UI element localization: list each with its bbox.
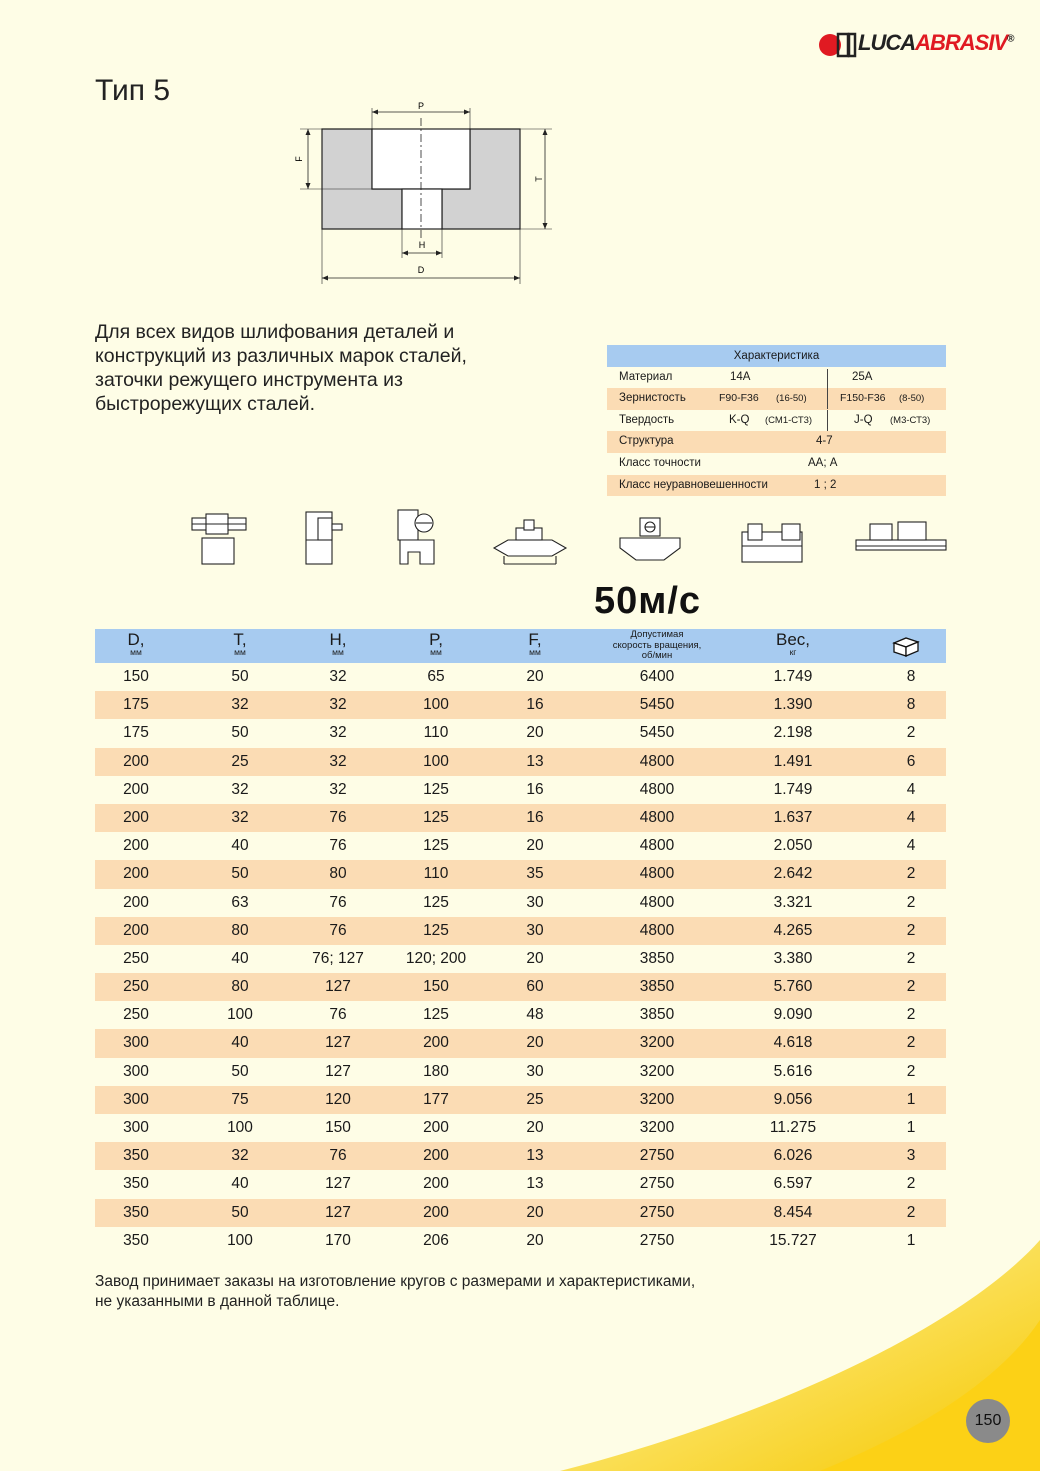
- col-speed-cell: 4800: [639, 837, 675, 855]
- col-h-cell: 32: [329, 780, 347, 798]
- col-f-cell: 16: [526, 696, 544, 714]
- col-t-cell: 63: [231, 893, 249, 911]
- col-speed-cell: 6400: [639, 668, 675, 685]
- table-row: [95, 776, 946, 804]
- hardness-a-sub: (СМ1-СТ3): [765, 414, 813, 426]
- col-weight-cell: 1.491: [773, 752, 813, 770]
- col-speed-cell: 3850: [639, 949, 675, 967]
- col-speed-cell: 4800: [639, 808, 675, 826]
- material-a: 14A: [730, 370, 751, 383]
- col-d-cell: 300: [123, 1090, 149, 1108]
- col-h-cell: 127: [325, 1062, 351, 1080]
- col-pack-cell: 8: [906, 696, 916, 714]
- col-speed-cell: 3200: [639, 1062, 675, 1080]
- col-p-cell: 206: [423, 1231, 449, 1249]
- table-row: [95, 860, 946, 888]
- col-t-cell: 50: [231, 865, 249, 883]
- col-h-cell: 32: [329, 752, 347, 770]
- box-icon: [892, 634, 920, 658]
- col-weight-cell: 2.198: [773, 724, 813, 742]
- col-weight-cell: 9.090: [773, 1006, 813, 1024]
- grit-row: [607, 388, 946, 410]
- col-speed-cell: 4800: [639, 865, 675, 883]
- col-p-cell: 125: [423, 808, 449, 826]
- col-pack-cell: 1: [906, 1231, 916, 1249]
- col-d-cell: 350: [123, 1203, 149, 1221]
- col-weight-cell: 4.265: [773, 921, 813, 939]
- col-pack-cell: 6: [906, 752, 916, 770]
- description-line: конструкций из различных марок сталей,: [95, 345, 467, 367]
- col-p-header: [406, 632, 466, 657]
- col-t-cell: 50: [231, 668, 249, 685]
- col-d-cell: 350: [123, 1147, 149, 1165]
- col-pack-cell: 1: [906, 1119, 916, 1136]
- col-f-cell: 20: [526, 1034, 544, 1052]
- page-number: 150: [966, 1399, 1010, 1443]
- col-pack-cell: 2: [906, 1203, 916, 1221]
- hardness-a: K-Q: [729, 413, 750, 426]
- hardness-row: [607, 410, 946, 432]
- col-t-cell: 80: [231, 978, 249, 996]
- col-p-cell: 125: [423, 921, 449, 939]
- col-weight-label: Вес,: [775, 630, 811, 649]
- label-d: D: [417, 265, 425, 275]
- col-d-cell: 200: [123, 752, 149, 770]
- col-f-cell: 30: [526, 921, 544, 939]
- col-speed-cell: 4800: [639, 780, 675, 798]
- col-t-cell: 32: [231, 1147, 249, 1165]
- col-speed-cell: 2750: [639, 1231, 675, 1249]
- tool-grinder-icon: [306, 512, 342, 564]
- balance-row: [607, 475, 946, 497]
- col-pack-cell: 4: [906, 837, 916, 855]
- grit-a: F90-F36: [719, 392, 759, 405]
- table-row: [95, 748, 946, 776]
- col-t-cell: 50: [231, 1062, 249, 1080]
- table-row: [95, 1142, 946, 1170]
- col-t-cell: 50: [231, 1203, 249, 1221]
- col-pack-cell: 2: [906, 978, 916, 996]
- col-h-header: [308, 632, 368, 657]
- table-row: [95, 889, 946, 917]
- description: [95, 320, 555, 416]
- col-p-cell: 125: [423, 780, 449, 798]
- col-f-cell: 35: [526, 865, 544, 883]
- hardness-label: Твердость: [619, 413, 675, 426]
- col-d-cell: 175: [123, 696, 149, 714]
- col-weight-cell: 8.454: [773, 1203, 813, 1221]
- accuracy-row: [607, 453, 946, 475]
- col-h-cell: 32: [329, 696, 347, 714]
- brand-left: LUCA: [858, 30, 916, 55]
- label-f: F: [294, 156, 304, 162]
- surface-grinder-icon: [192, 514, 246, 564]
- grit-b-sub: (8-50): [899, 393, 925, 405]
- col-weight-cell: 5.616: [773, 1062, 813, 1080]
- col-h-cell: 80: [329, 865, 347, 883]
- brand-reg: ®: [1007, 33, 1014, 45]
- hardness-b: J-Q: [854, 413, 873, 426]
- col-weight-unit: кг: [789, 647, 797, 657]
- col-t-unit: мм: [234, 647, 246, 657]
- col-d-cell: 250: [123, 1006, 149, 1024]
- col-weight-cell: 15.727: [769, 1231, 817, 1249]
- col-h-cell: 32: [329, 724, 347, 742]
- material-b: 25A: [852, 370, 873, 383]
- col-t-cell: 40: [231, 1175, 249, 1193]
- col-h-cell: 76: [329, 837, 347, 855]
- table-body: [95, 663, 946, 1255]
- col-t-cell: 100: [227, 1231, 253, 1249]
- col-weight-cell: 11.275: [769, 1119, 817, 1136]
- col-f-cell: 20: [526, 1231, 544, 1249]
- col-d-unit: мм: [130, 647, 142, 657]
- col-pack-cell: 2: [906, 1175, 916, 1193]
- col-d-cell: 250: [123, 949, 149, 967]
- machine-pictograms: [180, 505, 950, 575]
- col-f-cell: 16: [526, 808, 544, 826]
- col-t-cell: 40: [231, 837, 249, 855]
- col-f-cell: 13: [526, 1175, 544, 1193]
- table-row: [95, 719, 946, 747]
- col-speed-cell: 3850: [639, 1006, 675, 1024]
- col-t-cell: 25: [231, 752, 249, 770]
- col-weight-cell: 1.749: [773, 780, 813, 798]
- table-row: [95, 945, 946, 973]
- col-speed-line: Допустимая: [630, 629, 684, 640]
- col-d-cell: 150: [123, 668, 149, 685]
- col-p-cell: 200: [423, 1119, 449, 1136]
- col-p-cell: 100: [423, 752, 449, 770]
- col-h-cell: 76: [329, 808, 347, 826]
- col-f-cell: 13: [526, 1147, 544, 1165]
- col-f-cell: 13: [526, 752, 544, 770]
- col-d-cell: 200: [123, 921, 149, 939]
- col-h-cell: 127: [325, 1175, 351, 1193]
- speed-heading: 50м/с: [594, 580, 702, 622]
- table-row: [95, 917, 946, 945]
- col-weight-cell: 1.637: [773, 808, 813, 826]
- col-speed-cell: 3850: [639, 978, 675, 996]
- col-weight-cell: 9.056: [773, 1090, 813, 1108]
- col-f-cell: 25: [526, 1090, 544, 1108]
- col-d-header: [106, 632, 166, 657]
- col-f-cell: 20: [526, 949, 544, 967]
- col-f-cell: 20: [526, 1203, 544, 1221]
- col-speed-cell: 5450: [639, 696, 675, 714]
- col-f-cell: 30: [526, 893, 544, 911]
- col-weight-cell: 3.321: [773, 893, 813, 911]
- col-pack-cell: 1: [906, 1090, 916, 1108]
- col-h-cell: 127: [325, 978, 351, 996]
- col-t-cell: 100: [227, 1006, 253, 1024]
- col-d-label: D,: [127, 630, 145, 649]
- description-line: Для всех видов шлифования деталей и: [95, 321, 455, 343]
- col-pack-cell: 2: [906, 724, 916, 742]
- col-weight-cell: 1.390: [773, 696, 813, 714]
- label-p: P: [417, 101, 425, 111]
- col-d-cell: 200: [123, 865, 149, 883]
- col-d-cell: 300: [123, 1034, 149, 1052]
- table-row: [95, 1086, 946, 1114]
- table-row: [95, 1227, 946, 1255]
- col-t-cell: 50: [231, 724, 249, 742]
- footer-line: Завод принимает заказы на изготовление кругов с размерами и характеристиками,: [95, 1273, 696, 1290]
- col-f-cell: 20: [526, 1119, 544, 1136]
- col-t-cell: 75: [231, 1090, 249, 1108]
- col-pack-cell: 2: [906, 865, 916, 883]
- col-d-cell: 200: [123, 837, 149, 855]
- col-f-cell: 30: [526, 1062, 544, 1080]
- col-d-cell: 200: [123, 893, 149, 911]
- col-p-cell: 100: [423, 696, 449, 714]
- structure-value: 4-7: [816, 435, 833, 448]
- characteristics-table: [607, 345, 946, 496]
- structure-row: [607, 431, 946, 453]
- col-f-cell: 20: [526, 724, 544, 742]
- col-h-cell: 127: [325, 1034, 351, 1052]
- col-t-cell: 40: [231, 1034, 249, 1052]
- cylindrical-grinder-icon: [742, 524, 802, 562]
- wheel-cross-section-drawing: [280, 96, 580, 286]
- col-speed-cell: 2750: [639, 1147, 675, 1165]
- col-speed-cell: 3200: [639, 1119, 675, 1136]
- col-t-header: [210, 632, 270, 657]
- col-f-header: [505, 632, 565, 657]
- table-row: [95, 1058, 946, 1086]
- balance-value: 1 ; 2: [814, 478, 837, 491]
- col-p-cell: 120; 200: [405, 949, 467, 967]
- col-pack-cell: 2: [906, 1062, 916, 1080]
- col-h-cell: 32: [329, 668, 347, 685]
- grit-a-sub: (16-50): [776, 393, 807, 405]
- col-h-unit: мм: [332, 647, 344, 657]
- table-row: [95, 1029, 946, 1057]
- col-p-cell: 65: [427, 668, 445, 685]
- hardness-b-sub: (М3-СТ3): [890, 414, 931, 426]
- col-t-cell: 32: [231, 808, 249, 826]
- col-d-cell: 350: [123, 1231, 149, 1249]
- col-t-cell: 40: [231, 949, 249, 967]
- col-speed-cell: 2750: [639, 1175, 675, 1193]
- flat-grinder-icon: [494, 520, 566, 564]
- table-row: [95, 1001, 946, 1029]
- col-h-cell: 76: [329, 921, 347, 939]
- col-d-cell: 200: [123, 808, 149, 826]
- grit-b: F150-F36: [840, 392, 886, 405]
- col-pack-cell: 4: [906, 780, 916, 798]
- col-h-label: H,: [329, 630, 347, 649]
- col-f-cell: 48: [526, 1006, 544, 1024]
- col-speed-cell: 2750: [639, 1203, 675, 1221]
- table-header: [95, 629, 946, 663]
- structure-label: Структура: [619, 435, 674, 448]
- label-h: H: [418, 240, 426, 250]
- col-h-cell: 120: [325, 1090, 351, 1108]
- brand-right: ABRASIV: [915, 30, 1008, 55]
- col-d-cell: 300: [123, 1119, 149, 1136]
- col-speed-cell: 3200: [639, 1090, 675, 1108]
- col-speed-line: об/мин: [641, 650, 673, 661]
- col-pack-cell: 2: [906, 1006, 916, 1024]
- col-d-cell: 300: [123, 1062, 149, 1080]
- col-h-cell: 76; 127: [312, 949, 364, 967]
- balance-label: Класс неуравновешенности: [619, 478, 768, 491]
- cutter-grinder-icon: [398, 510, 434, 564]
- table-row: [95, 691, 946, 719]
- col-weight-cell: 6.597: [773, 1175, 813, 1193]
- table-row: [95, 1114, 946, 1142]
- label-t: T: [534, 176, 544, 182]
- dimensions-table: [95, 629, 946, 1255]
- col-weight-cell: 2.642: [773, 865, 813, 883]
- description-line: заточки режущего инструмента из: [95, 369, 403, 391]
- grit-label: Зернистость: [619, 392, 686, 405]
- col-weight-cell: 6.026: [773, 1147, 813, 1165]
- col-p-cell: 125: [423, 1006, 449, 1024]
- material-row: [607, 367, 946, 389]
- table-row: [95, 1199, 946, 1227]
- col-h-cell: 150: [325, 1119, 351, 1136]
- description-line: быстрорежущих сталей.: [95, 393, 315, 415]
- table-row: [95, 804, 946, 832]
- col-d-cell: 250: [123, 978, 149, 996]
- col-p-unit: мм: [430, 647, 442, 657]
- col-t-cell: 32: [231, 780, 249, 798]
- col-p-cell: 125: [423, 893, 449, 911]
- col-h-cell: 76: [329, 1006, 347, 1024]
- col-pack-cell: 3: [906, 1147, 916, 1165]
- col-p-cell: 200: [423, 1034, 449, 1052]
- col-p-cell: 200: [423, 1203, 449, 1221]
- col-weight-cell: 4.618: [773, 1034, 813, 1052]
- col-speed-cell: 3200: [639, 1034, 675, 1052]
- col-speed-header: [595, 630, 719, 662]
- table-row: [95, 973, 946, 1001]
- col-weight-cell: 2.050: [773, 837, 813, 855]
- page-title: Тип 5: [95, 74, 171, 107]
- accuracy-value: АА; А: [808, 456, 838, 469]
- col-weight-cell: 3.380: [773, 949, 813, 967]
- footer-note: [95, 1272, 695, 1312]
- col-speed-cell: 4800: [639, 921, 675, 939]
- table-row: [95, 663, 946, 691]
- col-p-cell: 110: [423, 724, 449, 742]
- material-label: Материал: [619, 370, 673, 383]
- internal-grinder-icon: [856, 522, 946, 550]
- col-speed-line: скорость вращения,: [612, 639, 702, 651]
- col-p-cell: 110: [423, 865, 449, 883]
- col-h-cell: 127: [325, 1203, 351, 1221]
- col-f-unit: мм: [529, 647, 541, 657]
- col-speed-cell: 4800: [639, 752, 675, 770]
- col-pack-cell: 2: [906, 921, 916, 939]
- col-p-cell: 200: [423, 1147, 449, 1165]
- col-p-cell: 125: [423, 837, 449, 855]
- brand-wordmark: [858, 30, 1014, 56]
- col-h-cell: 170: [325, 1231, 351, 1249]
- col-speed-cell: 4800: [639, 893, 675, 911]
- col-h-cell: 76: [329, 1147, 347, 1165]
- col-weight-cell: 5.760: [773, 978, 813, 996]
- col-pack-cell: 2: [906, 949, 916, 967]
- col-d-cell: 350: [123, 1175, 149, 1193]
- col-f-cell: 16: [526, 780, 544, 798]
- characteristics-header: Характеристика: [607, 345, 946, 367]
- col-weight-cell: 1.749: [773, 668, 813, 685]
- col-f-label: F,: [528, 630, 542, 649]
- col-t-cell: 32: [231, 696, 249, 714]
- col-t-label: T,: [233, 630, 247, 649]
- col-pack-cell: 2: [906, 1034, 916, 1052]
- col-p-label: P,: [429, 630, 443, 649]
- col-t-cell: 100: [227, 1119, 253, 1136]
- col-p-cell: 150: [423, 978, 449, 996]
- col-p-cell: 180: [423, 1062, 449, 1080]
- col-pack-cell: 8: [906, 668, 916, 685]
- col-speed-cell: 5450: [639, 724, 675, 742]
- col-f-cell: 20: [526, 837, 544, 855]
- col-d-cell: 200: [123, 780, 149, 798]
- col-pack-cell: 4: [906, 808, 916, 826]
- col-f-cell: 20: [526, 668, 544, 685]
- col-pack-cell: 2: [906, 893, 916, 911]
- accuracy-label: Класс точности: [619, 456, 701, 469]
- col-t-cell: 80: [231, 921, 249, 939]
- profile-grinder-icon: [620, 518, 680, 560]
- table-row: [95, 832, 946, 860]
- col-weight-header: [758, 632, 828, 657]
- col-d-cell: 175: [123, 724, 149, 742]
- col-p-cell: 177: [423, 1090, 449, 1108]
- footer-line: не указанными в данной таблице.: [95, 1293, 340, 1310]
- col-f-cell: 60: [526, 978, 544, 996]
- col-p-cell: 200: [423, 1175, 449, 1193]
- col-h-cell: 76: [329, 893, 347, 911]
- table-row: [95, 1170, 946, 1198]
